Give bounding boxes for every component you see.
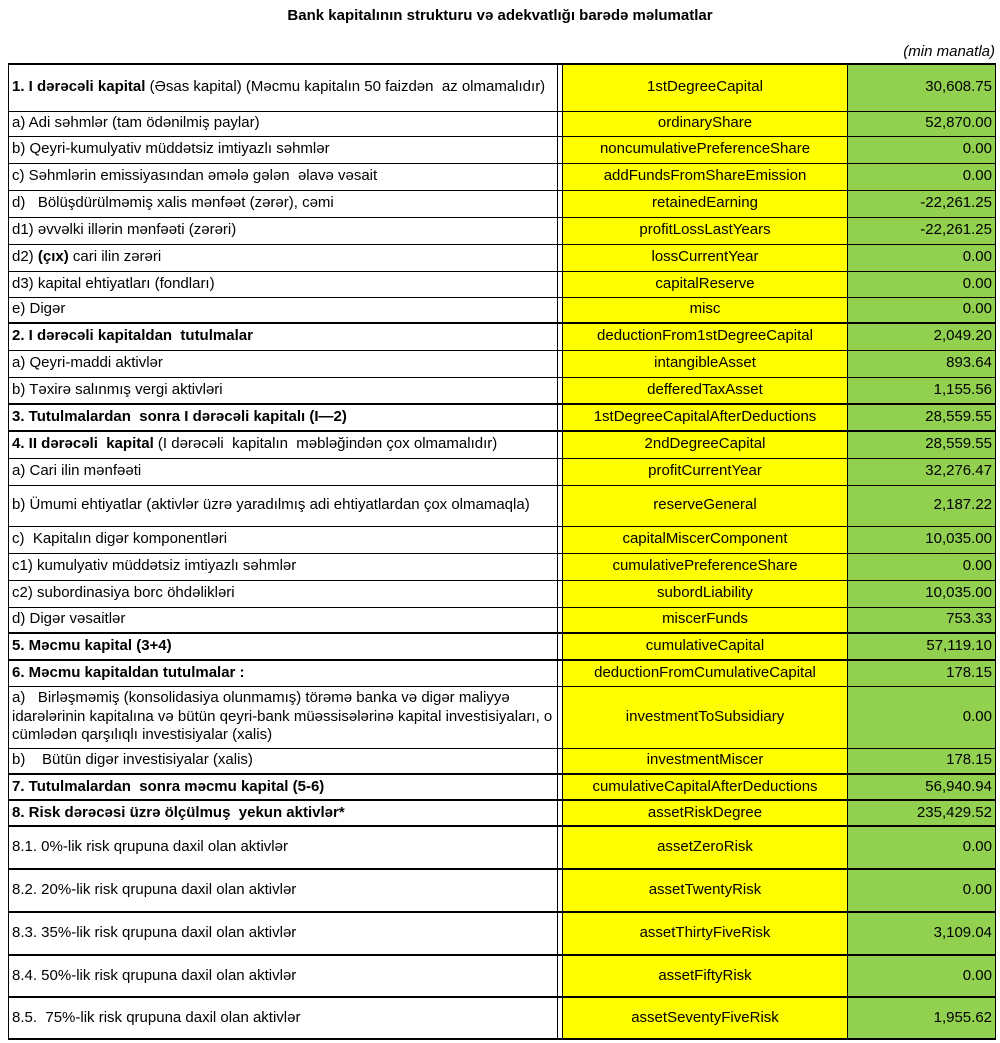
table-row [9, 217, 996, 244]
row-description-segment: cari ilin zərəri [68, 248, 162, 266]
row-variable-name: subordLiability [563, 580, 848, 607]
row-variable-name: cumulativePreferenceShare [563, 553, 848, 580]
row-variable-name: reserveGeneral [563, 485, 848, 526]
row-description [9, 660, 558, 686]
row-value: 0.00 [848, 553, 996, 580]
row-description-segment: (çıx) [37, 248, 69, 266]
row-value: 235,429.52 [848, 800, 996, 826]
row-description [9, 774, 558, 800]
row-description-segment: 8.4. 50%-lik risk qrupuna daxil olan aktivlər [12, 966, 297, 984]
row-description-segment: (Əsas kapital) (Məcmu kapitalın 50 faizdən az olmamalıdır) [149, 78, 546, 96]
table-row [9, 350, 996, 377]
table-row [9, 377, 996, 404]
row-description [9, 526, 558, 553]
table-row [9, 912, 996, 955]
row-variable-name: misc [563, 297, 848, 323]
table-row [9, 580, 996, 607]
table-row [9, 997, 996, 1039]
row-description [9, 64, 558, 111]
row-variable-name: ordinaryShare [563, 111, 848, 136]
row-description-segment: b) Bütün digər investisiyalar (xalis) [12, 751, 253, 769]
row-description [9, 633, 558, 660]
row-value: 52,870.00 [848, 111, 996, 136]
row-description-segment: b) Ümumi ehtiyatlar (aktivlər üzrə yaradılmış adi ehtiyatlardan çox olmamaqla) [12, 496, 530, 514]
row-description [9, 136, 558, 163]
row-description-segment: 8. Risk dərəcəsi üzrə ölçülmuş yekun aktivlər* [12, 803, 345, 821]
row-value: 0.00 [848, 244, 996, 271]
row-description-segment: b) Qeyri-kumulyativ müddətsiz imtiyazlı səhmlər [12, 140, 330, 158]
row-value: 0.00 [848, 136, 996, 163]
row-description [9, 580, 558, 607]
row-description-segment: d1) əvvəlki illərin mənfəəti (zərəri) [12, 221, 237, 239]
table-row [9, 244, 996, 271]
row-description-segment: 4. II dərəcəli kapital [12, 435, 158, 453]
table-row [9, 955, 996, 997]
row-description [9, 111, 558, 136]
row-variable-name: 1stDegreeCapitalAfterDeductions [563, 404, 848, 431]
row-variable-name: addFundsFromShareEmission [563, 163, 848, 190]
row-description-segment: e) Digər [12, 300, 66, 318]
table-row [9, 136, 996, 163]
row-variable-name: deductionFrom1stDegreeCapital [563, 323, 848, 350]
row-value: 893.64 [848, 350, 996, 377]
table-row [9, 485, 996, 526]
row-value: 56,940.94 [848, 774, 996, 800]
row-description-segment: a) Cari ilin mənfəəti [12, 462, 142, 480]
row-value: 178.15 [848, 660, 996, 686]
table-row [9, 826, 996, 869]
row-description [9, 431, 558, 458]
row-description [9, 323, 558, 350]
row-description [9, 997, 558, 1039]
row-description [9, 869, 558, 912]
table-row [9, 163, 996, 190]
row-description-segment: a) Adi səhmlər (tam ödənilmiş paylar) [12, 114, 260, 132]
table-row [9, 297, 996, 323]
row-description [9, 217, 558, 244]
row-description-segment: (I dərəcəli kapitalın məbləğindən çox olmamalıdır) [157, 435, 498, 453]
row-value: 32,276.47 [848, 458, 996, 485]
row-description-segment: 7. Tutulmalardan sonra məcmu kapital (5-6) [12, 777, 325, 795]
table-row [9, 526, 996, 553]
table-row [9, 869, 996, 912]
row-variable-name: assetZeroRisk [563, 826, 848, 869]
row-description [9, 458, 558, 485]
row-description-segment: 6. Məcmu kapitaldan tutulmalar : [12, 663, 245, 681]
row-variable-name: 2ndDegreeCapital [563, 431, 848, 458]
row-value: 0.00 [848, 271, 996, 297]
capital-structure-table [8, 63, 996, 1040]
row-variable-name: assetThirtyFiveRisk [563, 912, 848, 955]
table-row [9, 660, 996, 686]
capital-table-body [9, 64, 996, 1039]
table-row [9, 190, 996, 217]
row-description-segment: b) Təxirə salınmış vergi aktivləri [12, 380, 223, 398]
row-value: 2,049.20 [848, 323, 996, 350]
row-description-segment: d2) [12, 248, 38, 266]
row-description [9, 748, 558, 774]
table-row [9, 607, 996, 633]
row-description-segment: a) Qeyri-maddi aktivlər [12, 354, 163, 372]
row-value: 2,187.22 [848, 485, 996, 526]
row-description [9, 800, 558, 826]
row-value: 3,109.04 [848, 912, 996, 955]
row-variable-name: retainedEarning [563, 190, 848, 217]
row-value: 1,155.56 [848, 377, 996, 404]
row-description-segment: 1. I dərəcəli kapital [12, 78, 150, 96]
row-variable-name: lossCurrentYear [563, 244, 848, 271]
row-value: -22,261.25 [848, 217, 996, 244]
row-description-segment: 3. Tutulmalardan sonra I dərəcəli kapitalı (I—2) [12, 408, 347, 426]
row-description [9, 297, 558, 323]
row-value: 57,119.10 [848, 633, 996, 660]
table-row [9, 111, 996, 136]
table-row [9, 431, 996, 458]
table-row [9, 774, 996, 800]
row-variable-name: assetTwentyRisk [563, 869, 848, 912]
row-description [9, 404, 558, 431]
row-variable-name: investmentMiscer [563, 748, 848, 774]
units-note: (min manatla) [903, 43, 995, 60]
row-variable-name: 1stDegreeCapital [563, 64, 848, 111]
table-row [9, 64, 996, 111]
row-description [9, 553, 558, 580]
row-variable-name: assetFiftyRisk [563, 955, 848, 997]
row-description [9, 163, 558, 190]
row-description-segment: 8.1. 0%-lik risk qrupuna daxil olan aktivlər [12, 838, 288, 856]
row-description [9, 485, 558, 526]
row-description-segment: 8.3. 35%-lik risk qrupuna daxil olan aktivlər [12, 924, 297, 942]
row-variable-name: cumulativeCapitalAfterDeductions [563, 774, 848, 800]
table-row [9, 458, 996, 485]
table-row [9, 271, 996, 297]
table-row [9, 553, 996, 580]
row-description-segment: 8.5. 75%-lik risk qrupuna daxil olan aktivlər [12, 1008, 301, 1026]
row-description-segment: 5. Məcmu kapital (3+4) [12, 637, 172, 655]
row-variable-name: investmentToSubsidiary [563, 686, 848, 748]
row-description [9, 607, 558, 633]
row-variable-name: capitalReserve [563, 271, 848, 297]
table-row [9, 323, 996, 350]
row-variable-name: miscerFunds [563, 607, 848, 633]
row-description [9, 955, 558, 997]
row-variable-name: assetSeventyFiveRisk [563, 997, 848, 1039]
row-variable-name: profitCurrentYear [563, 458, 848, 485]
row-description-segment: d3) kapital ehtiyatları (fondları) [12, 274, 215, 292]
row-description-segment: d) Digər vəsaitlər [12, 610, 126, 628]
row-value: 1,955.62 [848, 997, 996, 1039]
row-description-segment: 8.2. 20%-lik risk qrupuna daxil olan aktivlər [12, 881, 297, 899]
row-value: 0.00 [848, 686, 996, 748]
row-description-segment: c) Səhmlərin emissiyasından əmələ gələn əlavə vəsait [12, 167, 378, 185]
row-variable-name: profitLossLastYears [563, 217, 848, 244]
row-description-segment: 2. I dərəcəli kapitaldan tutulmalar [12, 327, 253, 345]
row-variable-name: deductionFromCumulativeCapital [563, 660, 848, 686]
row-variable-name: defferedTaxAsset [563, 377, 848, 404]
row-description [9, 826, 558, 869]
row-variable-name: intangibleAsset [563, 350, 848, 377]
row-description [9, 686, 558, 748]
row-description-segment: c2) subordinasiya borc öhdəlikləri [12, 584, 235, 602]
row-value: 0.00 [848, 163, 996, 190]
row-description [9, 190, 558, 217]
table-row [9, 800, 996, 826]
table-row [9, 633, 996, 660]
row-variable-name: capitalMiscerComponent [563, 526, 848, 553]
row-value: 0.00 [848, 297, 996, 323]
table-row [9, 686, 996, 748]
page-title: Bank kapitalının strukturu və adekvatlığı barədə məlumatlar [287, 7, 713, 24]
row-value: 30,608.75 [848, 64, 996, 111]
row-description [9, 271, 558, 297]
row-description [9, 912, 558, 955]
row-variable-name: cumulativeCapital [563, 633, 848, 660]
table-row [9, 404, 996, 431]
row-value: 10,035.00 [848, 580, 996, 607]
row-description-segment: c1) kumulyativ müddətsiz imtiyazlı səhmlər [12, 557, 297, 575]
row-description [9, 350, 558, 377]
row-value: 28,559.55 [848, 404, 996, 431]
row-description-segment: c) Kapitalın digər komponentləri [12, 530, 228, 548]
row-variable-name: noncumulativePreferenceShare [563, 136, 848, 163]
row-variable-name: assetRiskDegree [563, 800, 848, 826]
table-row [9, 748, 996, 774]
row-value: -22,261.25 [848, 190, 996, 217]
row-value: 28,559.55 [848, 431, 996, 458]
row-description [9, 377, 558, 404]
row-description-segment: d) Bölüşdürülməmiş xalis mənfəət (zərər), cəmi [12, 194, 334, 212]
row-value: 753.33 [848, 607, 996, 633]
row-value: 0.00 [848, 955, 996, 997]
row-value: 0.00 [848, 826, 996, 869]
row-description-segment: a) Birləşməmiş (konsolidasiya olunmamış) törəmə banka və digər maliyyə idarələrinin kapitalına və bütün qeyri-bank müəssisələrinə kapital investisiyaları, o cümlədən qarşılıqlı investisiyalar (xalis) [12, 688, 557, 744]
row-value: 178.15 [848, 748, 996, 774]
row-value: 0.00 [848, 869, 996, 912]
row-description [9, 244, 558, 271]
row-value: 10,035.00 [848, 526, 996, 553]
